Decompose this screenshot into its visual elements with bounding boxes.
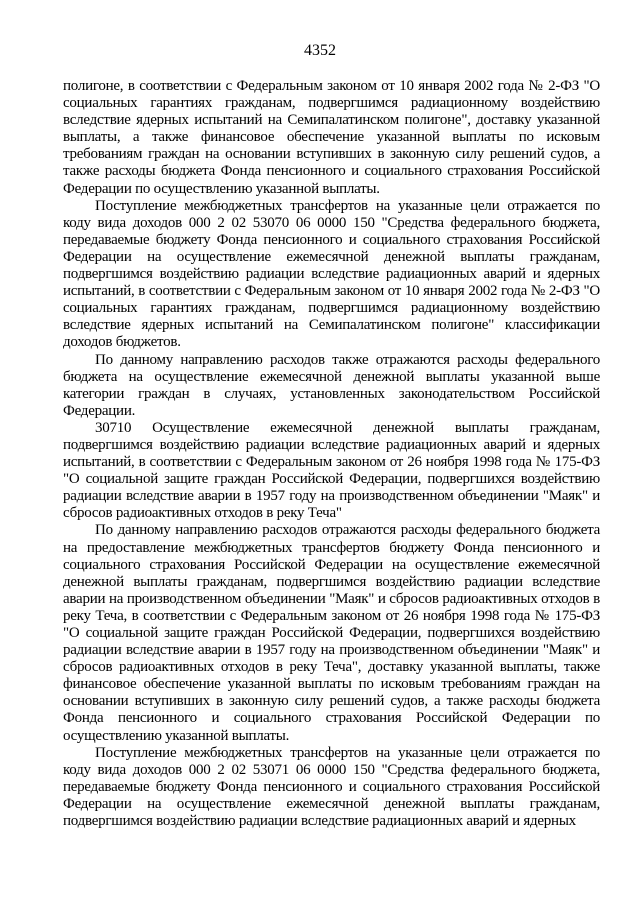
paragraph-revenue-code-53070: Поступление межбюджетных трансфертов на указанные цели отражается по коду вида доходов 000 2 02 53070 06 0000 150 "Средства федерального бюджета, передаваемые бюджету Фонда пенсионного и социального страхования Российской Федерации на осуществление ежемесячной денежной выплаты гражданам, подвергшимся воздействию радиации вследствие радиационных аварий и ядерных испытаний, в соответствии с Федеральным законом от 10 января 2002 года № 2-ФЗ "О социальных гарантиях гражданам, подвергшимся радиационному воздействию вследствие ядерных испытаний на Семипалатинском полигоне" классификации доходов бюджетов. (63, 197, 600, 351)
paragraph-item-30710: 30710 Осуществление ежемесячной денежной выплаты гражданам, подвергшимся воздействию радиации вследствие радиационных аварий и ядерных испытаний, в соответствии с Федеральным законом от 26 ноября 1998 года № 175-ФЗ "О социальной защите граждан Российской Федерации, подвергшихся воздействию радиации вследствие аварии в 1957 году на производственном объединении "Маяк" и сбросов радиоактивных отходов в реку Теча" (63, 419, 600, 522)
paragraph-mayak-transfers: По данному направлению расходов отражаются расходы федерального бюджета на предоставление межбюджетных трансфертов бюджету Фонда пенсионного и социального страхования Российской Федерации на осуществление ежемесячной денежной выплаты гражданам, подвергшимся воздействию радиации вследствие аварии на производственном объединении "Маяк" и сбросов радиоактивных отходов в реку Теча, в соответствии с Федеральным законом от 26 ноября 1998 года № 175-ФЗ "О социальной защите граждан Российской Федерации, подвергшихся воздействию радиации вследствие аварии в 1957 году на производственном объединении "Маяк" и сбросов радиоактивных отходов в реку Теча", доставку указанной выплаты, также финансовое обеспечение указанной выплаты по исковым требованиям граждан на основании вступивших в законную силу решений судов, а также расходы бюджета Фонда пенсионного и социального страхования Российской Федерации по осуществлению указанной выплаты. (63, 522, 600, 744)
paragraph-federal-budget-expenses: По данному направлению расходов также отражаются расходы федерального бюджета на осуществление ежемесячной денежной выплаты указанной выше категории граждан в случаях, установленных законодательством Российской Федерации. (63, 351, 600, 419)
paragraph-continuation: полигоне, в соответствии с Федеральным законом от 10 января 2002 года № 2-ФЗ "О социальных гарантиях гражданам, подвергшимся радиационному воздействию вследствие ядерных испытаний на Семипалатинском полигоне", доставку указанной выплаты, а также финансовое обеспечение указанной выплаты по исковым требованиям граждан на основании вступивших в законную силу решений судов, а также расходы бюджета Фонда пенсионного и социального страхования Российской Федерации по осуществлению указанной выплаты. (63, 78, 600, 197)
document-body (63, 78, 600, 830)
paragraph-revenue-code-53071: Поступление межбюджетных трансфертов на указанные цели отражается по коду вида доходов 000 2 02 53071 06 0000 150 "Средства федерального бюджета, передаваемые бюджету Фонда пенсионного и социального страхования Российской Федерации на осуществление ежемесячной денежной выплаты гражданам, подвергшимся воздействию радиации вследствие радиационных аварий и ядерных (63, 744, 600, 830)
page-number: 4352 (304, 42, 336, 59)
